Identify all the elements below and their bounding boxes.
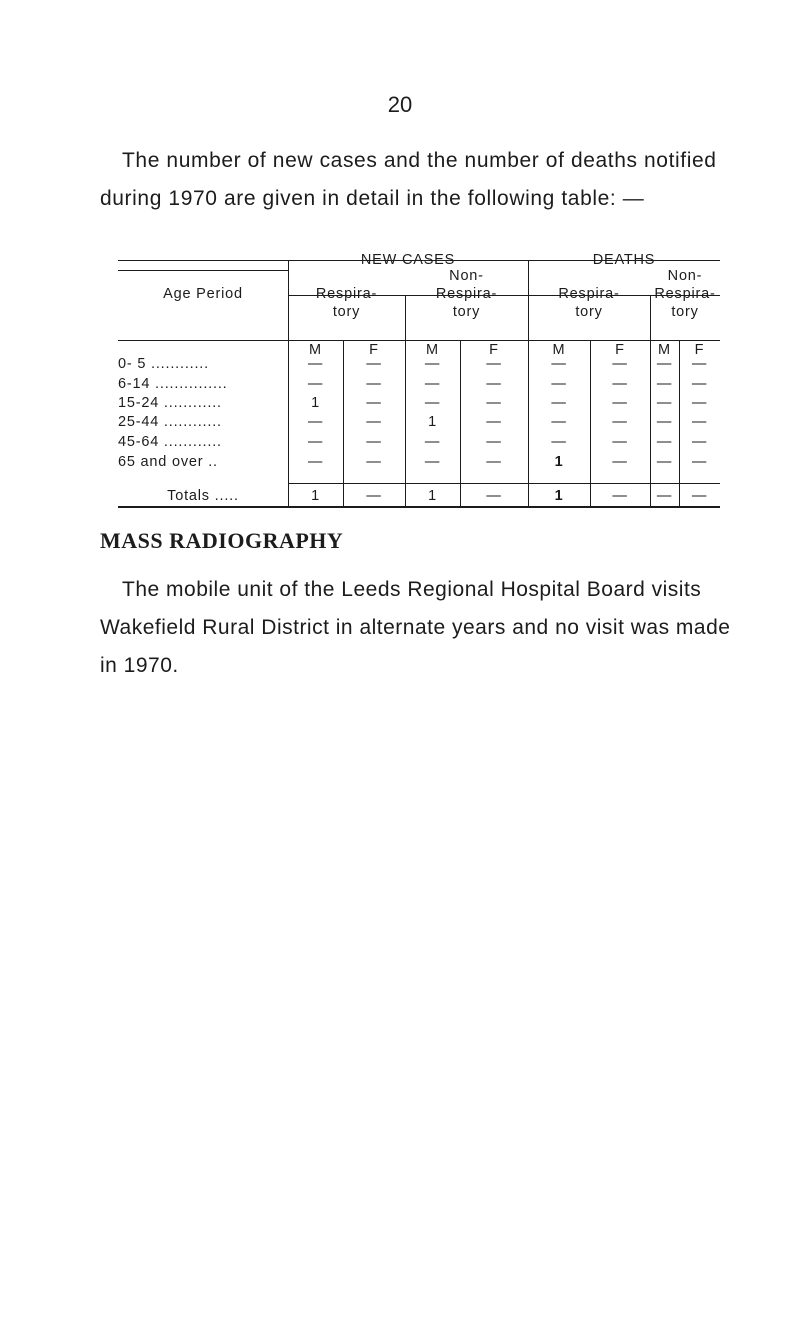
section-title: MASS RADIOGRAPHY (100, 528, 344, 553)
value-cell: 1 (428, 414, 437, 430)
value-cell: — (656, 376, 673, 392)
value-cell: — (691, 356, 708, 372)
value-cell: — (551, 395, 567, 411)
value-cell: — (307, 434, 324, 450)
value-cell: — (691, 454, 708, 470)
header-m: M (658, 342, 671, 358)
value-cell: — (486, 454, 502, 470)
value-cell: — (656, 454, 673, 470)
value-cell: — (691, 395, 708, 411)
value-cell: — (307, 414, 324, 430)
total-cell: — (486, 488, 502, 504)
value-cell: — (691, 434, 708, 450)
value-cell: — (307, 454, 324, 470)
header-age-period: Age Period (163, 286, 243, 302)
total-cell: — (656, 488, 673, 504)
value-cell: — (486, 356, 502, 372)
value-cell: — (612, 356, 628, 372)
value-cell: 1 (554, 454, 564, 470)
value-cell: — (551, 356, 567, 372)
body-text: The mobile unit of the Leeds Regional Hospital Board visits Wakefield Rural District in alternate years and no visit was made in 1970. (100, 578, 731, 677)
header-m: M (309, 342, 322, 358)
mf-header-rule (118, 340, 720, 341)
header-f: F (489, 342, 499, 358)
value-cell: — (486, 434, 502, 450)
value-cell: — (486, 395, 502, 411)
value-cell: — (656, 414, 673, 430)
value-cell: — (366, 395, 382, 411)
totals-top-rule (288, 483, 720, 484)
value-cell: — (612, 395, 628, 411)
page-number: 20 (387, 92, 413, 117)
age-label: 65 and over .. (118, 454, 218, 470)
intro-paragraph (100, 142, 740, 218)
value-cell: — (656, 434, 673, 450)
value-cell: — (486, 414, 502, 430)
header-f: F (369, 342, 379, 358)
value-cell: — (424, 395, 441, 411)
table-bottom-rule (118, 506, 720, 508)
value-cell: — (551, 376, 567, 392)
intro-text: The number of new cases and the number of deaths notified during 1970 are given in detail in the following table: — (100, 149, 717, 210)
total-cell: 1 (428, 488, 437, 504)
value-cell: — (366, 414, 382, 430)
value-cell: — (307, 356, 324, 372)
total-cell: 1 (311, 488, 320, 504)
age-label: 6-14 ............... (118, 376, 228, 392)
total-cell: — (366, 488, 382, 504)
value-cell: — (656, 356, 673, 372)
body-paragraph (100, 571, 740, 685)
value-cell: — (307, 376, 324, 392)
value-cell: — (612, 414, 628, 430)
value-cell: — (691, 376, 708, 392)
totals-label: Totals ..... (167, 488, 239, 504)
header-f: F (615, 342, 625, 358)
value-cell: — (424, 356, 441, 372)
header-new-cases: NEW CASES (360, 252, 456, 268)
total-cell: — (691, 488, 708, 504)
value-cell: — (366, 434, 382, 450)
cases-deaths-table: NEW CASES DEATHS Age Period Respira- tory Non- Respira- tory Respira- tory Non- Respira- tory M F M F M F M F 0- 5 ............ — — — — — — — — 6-14 ............... — — — — — — — — 15-24 ............ 1 — — — — — — — 25-44 ............ — — 1 — — — — — 45-64 ............ — — — — — — — — 65 and over .. — — — — 1 — — — Totals ..... 1 — 1 — 1 — — — (118, 258, 720, 510)
header-deaths: DEATHS (592, 252, 656, 268)
value-cell: — (366, 356, 382, 372)
value-cell: — (612, 376, 628, 392)
value-cell: 1 (311, 395, 320, 411)
header-m: M (426, 342, 439, 358)
value-cell: — (691, 414, 708, 430)
header-f: F (694, 342, 705, 358)
value-cell: — (612, 454, 628, 470)
value-cell: — (366, 454, 382, 470)
value-cell: — (551, 434, 567, 450)
value-cell: — (612, 434, 628, 450)
header-m: M (552, 342, 566, 358)
total-cell: 1 (554, 488, 564, 504)
age-label: 0- 5 ............ (118, 356, 209, 372)
age-label: 15-24 ............ (118, 395, 222, 411)
value-cell: — (424, 454, 441, 470)
value-cell: — (486, 376, 502, 392)
value-cell: — (656, 395, 673, 411)
age-header-rule (118, 270, 288, 271)
value-cell: — (424, 434, 441, 450)
value-cell: — (424, 376, 441, 392)
value-cell: — (551, 414, 567, 430)
age-label: 25-44 ............ (118, 414, 222, 430)
age-label: 45-64 ............ (118, 434, 222, 450)
value-cell: — (366, 376, 382, 392)
total-cell: — (612, 488, 628, 504)
